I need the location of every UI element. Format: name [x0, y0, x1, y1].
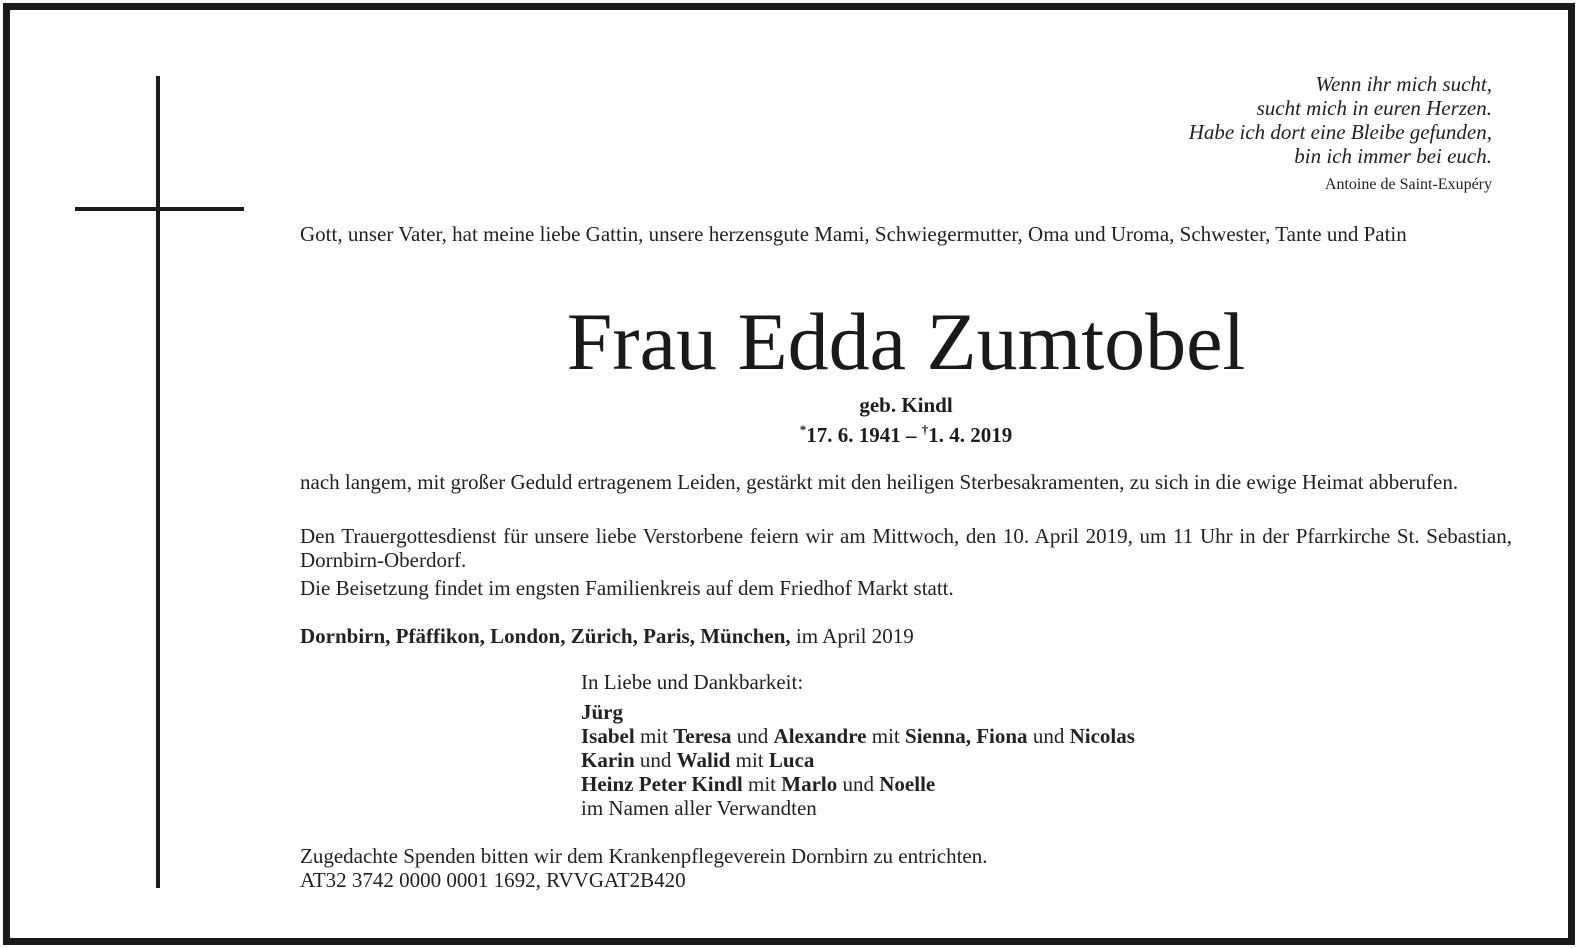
date-separator: –: [900, 423, 922, 447]
connector: und: [731, 724, 774, 748]
quote-line: bin ich immer bei euch.: [1294, 144, 1492, 168]
passing-paragraph: nach langem, mit großer Geduld ertragenem Leiden, gestärkt mit den heiligen Sterbesakramenten, zu sich in die ewige Heimat abberufen.: [300, 470, 1459, 494]
quote: [1189, 72, 1492, 168]
places-cities: Dornbirn, Pfäffikon, London, Zürich, Paris, München,: [300, 624, 791, 648]
maiden-name: geb. Kindl: [859, 393, 953, 417]
quote-line: Wenn ihr mich sucht,: [1315, 72, 1492, 96]
burial-paragraph: Die Beisetzung findet im engsten Familienkreis auf dem Friedhof Markt statt.: [300, 576, 954, 600]
signer-line: [581, 700, 1135, 724]
connector: mit: [634, 724, 674, 748]
intro-paragraph: Gott, unser Vater, hat meine liebe Gattin, unsere herzensgute Mami, Schwiegermutter, Oma und Uroma, Schwester, Tante und Patin: [300, 222, 1407, 246]
signer-name: Karin: [581, 748, 635, 772]
signer-name: Luca: [768, 748, 815, 772]
donation-note: [300, 844, 988, 892]
connector: und: [1027, 724, 1070, 748]
connector: mit: [866, 724, 906, 748]
signer-name: Teresa: [673, 724, 732, 748]
places-date: im April 2019: [790, 624, 914, 648]
quote-line: sucht mich in euren Herzen.: [1256, 96, 1492, 120]
signers-block: [581, 670, 1135, 820]
signer-name: Alexandre: [773, 724, 867, 748]
connector: mit: [742, 772, 782, 796]
quote-line: Habe ich dort eine Bleibe gefunden,: [1188, 120, 1492, 144]
connector: und: [837, 772, 880, 796]
donation-text: Zugedachte Spenden bitten wir dem Krankenpflegeverein Dornbirn zu entrichten.: [300, 844, 988, 868]
connector: und: [634, 748, 677, 772]
deceased-name: Frau Edda Zumtobel: [566, 296, 1246, 387]
obituary-notice: [3, 3, 1575, 945]
signer-name: Walid: [676, 748, 731, 772]
bank-details: AT32 3742 0000 0001 1692, RVVGAT2B420: [300, 868, 686, 892]
signer-line: [581, 748, 1135, 772]
places-line: [300, 624, 1512, 648]
service-paragraph: Den Trauergottesdienst für unsere liebe Verstorbene feiern wir am Mittwoch, den 10. April 2019, um 11 Uhr in der Pfarrkirche St. Sebastian, Dornbirn-Oberdorf.: [300, 524, 1512, 572]
death-date: 1. 4. 2019: [928, 423, 1013, 447]
signers-intro: In Liebe und Dankbarkeit:: [581, 670, 804, 694]
signer-name: Jürg: [581, 700, 623, 724]
connector: mit: [730, 748, 769, 772]
signer-name: Marlo: [781, 772, 838, 796]
signer-line: [581, 724, 1135, 748]
signer-line: im Namen aller Verwandten: [581, 796, 817, 820]
cross-vertical-bar: [156, 76, 160, 888]
signer-name: Sienna, Fiona: [905, 724, 1028, 748]
signer-name: Isabel: [581, 724, 635, 748]
signer-name: Heinz Peter Kindl: [581, 772, 743, 796]
birth-star-icon: *: [799, 422, 807, 437]
quote-author: Antoine de Saint-Exupéry: [1324, 176, 1492, 193]
signer-line: [581, 772, 1135, 796]
signer-name: Noelle: [879, 772, 936, 796]
cross-horizontal-bar: [75, 207, 244, 211]
birth-date: 17. 6. 1941: [806, 423, 901, 447]
life-dates: [10, 418, 1578, 447]
death-cross-icon: †: [921, 422, 929, 437]
signer-name: Nicolas: [1069, 724, 1135, 748]
